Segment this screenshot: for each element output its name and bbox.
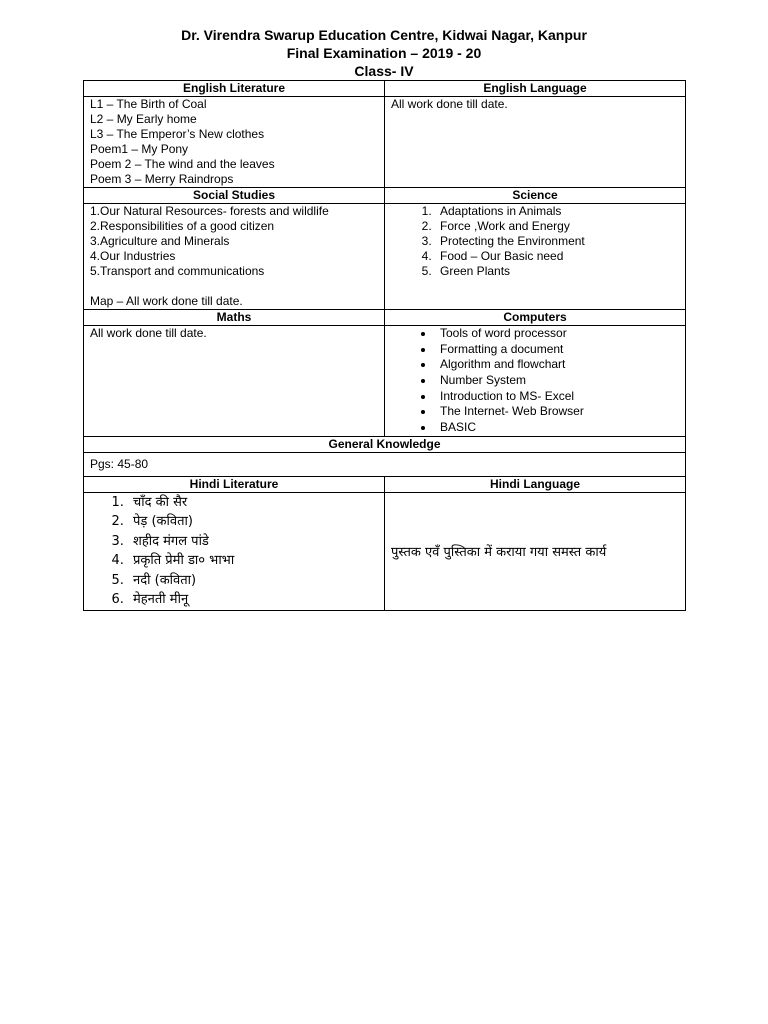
hindi-literature-heading: Hindi Literature — [84, 476, 385, 492]
list-item: 2. Force ,Work and Energy — [435, 219, 685, 234]
maths-heading: Maths — [84, 310, 385, 326]
list-item: 3. शहीद मंगल पांडे — [128, 532, 384, 552]
science-heading: Science — [385, 188, 686, 204]
science-cell — [385, 204, 686, 310]
list-item: 5. Green Plants — [435, 264, 685, 279]
list-item: • Number System — [435, 373, 685, 389]
list-item: 1. चाँद की सैर — [128, 493, 384, 513]
list-item: 1. Adaptations in Animals — [435, 204, 685, 219]
hindi-literature-list — [90, 493, 384, 610]
computers-cell — [385, 326, 686, 437]
hindi-language-text: पुस्तक एवँ पुस्तिका में कराया गया समस्त कार्य — [391, 545, 607, 561]
list-item: 3. Protecting the Environment — [435, 234, 685, 249]
list-item: 3.Agriculture and Minerals — [90, 234, 230, 248]
blank-line — [90, 279, 384, 294]
school-name: Dr. Virendra Swarup Education Centre, Kidwai Nagar, Kanpur — [181, 27, 587, 43]
list-item: 2.Responsibilities of a good citizen — [90, 219, 275, 233]
maths-cell — [84, 326, 385, 437]
general-knowledge-text: Pgs: 45-80 — [90, 457, 149, 472]
list-item: • Tools of word processor — [435, 326, 685, 342]
english-language-cell — [385, 97, 686, 188]
list-item: 5.Transport and communications — [90, 264, 265, 278]
class-title: Class- IV — [354, 63, 414, 79]
list-item: 6. मेहनती मीनू — [128, 590, 384, 610]
maths-text: All work done till date. — [90, 326, 207, 340]
english-literature-cell — [84, 97, 385, 188]
syllabus-table — [83, 80, 686, 611]
computers-list — [391, 326, 685, 436]
list-item: • BASIC — [435, 420, 685, 436]
list-item: • Algorithm and flowchart — [435, 357, 685, 373]
list-item: 2. पेड़ (कविता) — [128, 512, 384, 532]
english-literature-heading: English Literature — [84, 81, 385, 97]
list-item: Poem1 – My Pony — [90, 142, 189, 156]
list-item: Poem 3 – Merry Raindrops — [90, 172, 234, 186]
list-item: 4.Our Industries — [90, 249, 176, 263]
list-item: • Introduction to MS- Excel — [435, 389, 685, 405]
general-knowledge-heading: General Knowledge — [84, 436, 686, 452]
computers-heading: Computers — [385, 310, 686, 326]
english-language-heading: English Language — [385, 81, 686, 97]
social-studies-heading: Social Studies — [84, 188, 385, 204]
hindi-language-cell — [385, 492, 686, 610]
social-studies-cell — [84, 204, 385, 310]
list-item: • Formatting a document — [435, 342, 685, 358]
list-item: L3 – The Emperor’s New clothes — [90, 127, 265, 141]
list-item: L2 – My Early home — [90, 112, 197, 126]
science-list — [391, 204, 685, 279]
hindi-literature-cell — [84, 492, 385, 610]
list-item: 1.Our Natural Resources- forests and wildlife — [90, 204, 329, 218]
map-note: Map – All work done till date. — [90, 294, 243, 308]
list-item: 5. नदी (कविता) — [128, 571, 384, 591]
english-language-text: All work done till date. — [391, 97, 508, 111]
general-knowledge-cell — [84, 452, 686, 476]
list-item: Poem 2 – The wind and the leaves — [90, 157, 275, 171]
list-item: • The Internet- Web Browser — [435, 404, 685, 420]
list-item: 4. Food – Our Basic need — [435, 249, 685, 264]
hindi-language-heading: Hindi Language — [385, 476, 686, 492]
exam-title: Final Examination – 2019 - 20 — [286, 45, 482, 61]
list-item: L1 – The Birth of Coal — [90, 97, 207, 111]
list-item: 4. प्रकृति प्रेमी डा० भाभा — [128, 551, 384, 571]
